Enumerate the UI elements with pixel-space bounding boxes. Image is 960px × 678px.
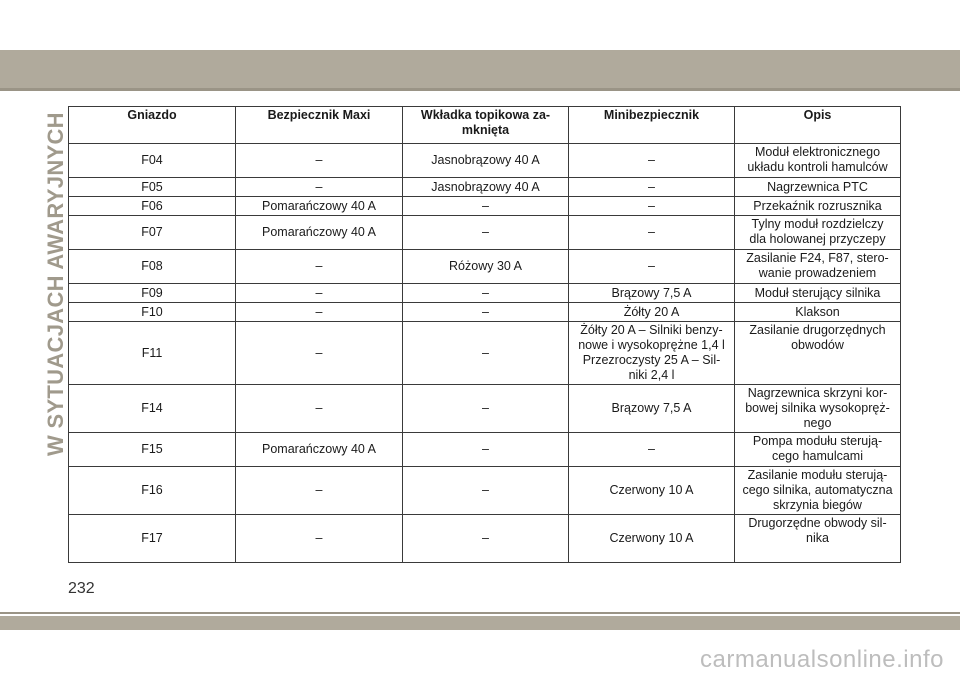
cell-maxi-fuse: – — [236, 303, 403, 322]
cell-maxi-fuse: – — [236, 515, 403, 563]
table-row — [69, 385, 901, 433]
cell-mini-fuse: – — [569, 433, 735, 467]
cell-description: Moduł sterujący silnika — [735, 284, 901, 303]
table-row — [69, 197, 901, 216]
cell-mini-fuse: – — [569, 250, 735, 284]
cell-maxi-fuse: – — [236, 178, 403, 197]
page-number: 232 — [68, 580, 95, 597]
cell-mini-fuse: Czerwony 10 A — [569, 515, 735, 563]
table-row — [69, 178, 901, 197]
cell-socket: F14 — [69, 385, 236, 433]
cell-socket: F07 — [69, 216, 236, 250]
cell-description: Klakson — [735, 303, 901, 322]
cell-description: Moduł elektronicznego układu kontroli hamulców — [735, 144, 901, 178]
cell-mini-fuse: Żółty 20 A – Silniki benzy- nowe i wysokoprężne 1,4 l Przezroczysty 25 A – Sil- niki 2,4 l — [569, 322, 735, 385]
cell-maxi-fuse: – — [236, 250, 403, 284]
cell-cartridge-fuse: – — [403, 303, 569, 322]
cell-socket: F05 — [69, 178, 236, 197]
cell-cartridge-fuse: – — [403, 433, 569, 467]
cell-description: Drugorzędne obwody sil- nika — [735, 515, 901, 563]
cell-cartridge-fuse: Jasnobrązowy 40 A — [403, 144, 569, 178]
fuse-table — [68, 106, 901, 563]
cell-cartridge-fuse: – — [403, 322, 569, 385]
cell-cartridge-fuse: – — [403, 216, 569, 250]
cell-socket: F04 — [69, 144, 236, 178]
header-band — [0, 50, 960, 88]
cell-socket: F11 — [69, 322, 236, 385]
cell-mini-fuse: Żółty 20 A — [569, 303, 735, 322]
cell-maxi-fuse: – — [236, 284, 403, 303]
cell-cartridge-fuse: – — [403, 385, 569, 433]
cell-cartridge-fuse: – — [403, 284, 569, 303]
cell-cartridge-fuse: – — [403, 197, 569, 216]
cell-socket: F15 — [69, 433, 236, 467]
cell-mini-fuse: – — [569, 197, 735, 216]
cell-mini-fuse: Czerwony 10 A — [569, 467, 735, 515]
cell-description: Zasilanie F24, F87, stero- wanie prowadzeniem — [735, 250, 901, 284]
table-row — [69, 515, 901, 563]
watermark-text: carmanualsonline.info — [700, 646, 944, 673]
table-row — [69, 303, 901, 322]
cell-mini-fuse: Brązowy 7,5 A — [569, 385, 735, 433]
cell-description: Pompa modułu sterują- cego hamulcami — [735, 433, 901, 467]
cell-maxi-fuse: Pomarańczowy 40 A — [236, 433, 403, 467]
cell-socket: F09 — [69, 284, 236, 303]
cell-cartridge-fuse: Różowy 30 A — [403, 250, 569, 284]
header-description: Opis — [735, 107, 901, 144]
table-row — [69, 433, 901, 467]
cell-socket: F17 — [69, 515, 236, 563]
cell-description: Nagrzewnica PTC — [735, 178, 901, 197]
cell-maxi-fuse: Pomarańczowy 40 A — [236, 216, 403, 250]
cell-cartridge-fuse: – — [403, 515, 569, 563]
cell-maxi-fuse: Pomarańczowy 40 A — [236, 197, 403, 216]
cell-socket: F16 — [69, 467, 236, 515]
cell-cartridge-fuse: – — [403, 467, 569, 515]
table-header-row — [69, 107, 901, 144]
section-side-title: W SYTUACJACH AWARYJNYCH — [43, 112, 68, 456]
cell-socket: F10 — [69, 303, 236, 322]
header-maxi-fuse: Bezpiecznik Maxi — [236, 107, 403, 144]
cell-mini-fuse: – — [569, 216, 735, 250]
cell-cartridge-fuse: Jasnobrązowy 40 A — [403, 178, 569, 197]
cell-socket: F08 — [69, 250, 236, 284]
table-row — [69, 144, 901, 178]
table-row — [69, 216, 901, 250]
cell-maxi-fuse: – — [236, 385, 403, 433]
cell-description: Zasilanie modułu sterują- cego silnika, automatyczna skrzynia biegów — [735, 467, 901, 515]
table-row — [69, 250, 901, 284]
table-row — [69, 467, 901, 515]
cell-maxi-fuse: – — [236, 322, 403, 385]
cell-description: Tylny moduł rozdzielczy dla holowanej przyczepy — [735, 216, 901, 250]
cell-maxi-fuse: – — [236, 467, 403, 515]
header-rule — [0, 88, 960, 91]
table-row — [69, 322, 901, 385]
table-row — [69, 284, 901, 303]
cell-mini-fuse: – — [569, 144, 735, 178]
cell-mini-fuse: – — [569, 178, 735, 197]
header-cartridge-fuse: Wkładka topikowa za- mknięta — [403, 107, 569, 144]
cell-maxi-fuse: – — [236, 144, 403, 178]
header-mini-fuse: Minibezpiecznik — [569, 107, 735, 144]
cell-socket: F06 — [69, 197, 236, 216]
footer-rule — [0, 612, 960, 614]
cell-description: Zasilanie drugorzędnych obwodów — [735, 322, 901, 385]
cell-description: Nagrzewnica skrzyni kor- bowej silnika wysokopręż- nego — [735, 385, 901, 433]
cell-description: Przekaźnik rozrusznika — [735, 197, 901, 216]
header-socket: Gniazdo — [69, 107, 236, 144]
cell-mini-fuse: Brązowy 7,5 A — [569, 284, 735, 303]
footer-band — [0, 616, 960, 630]
